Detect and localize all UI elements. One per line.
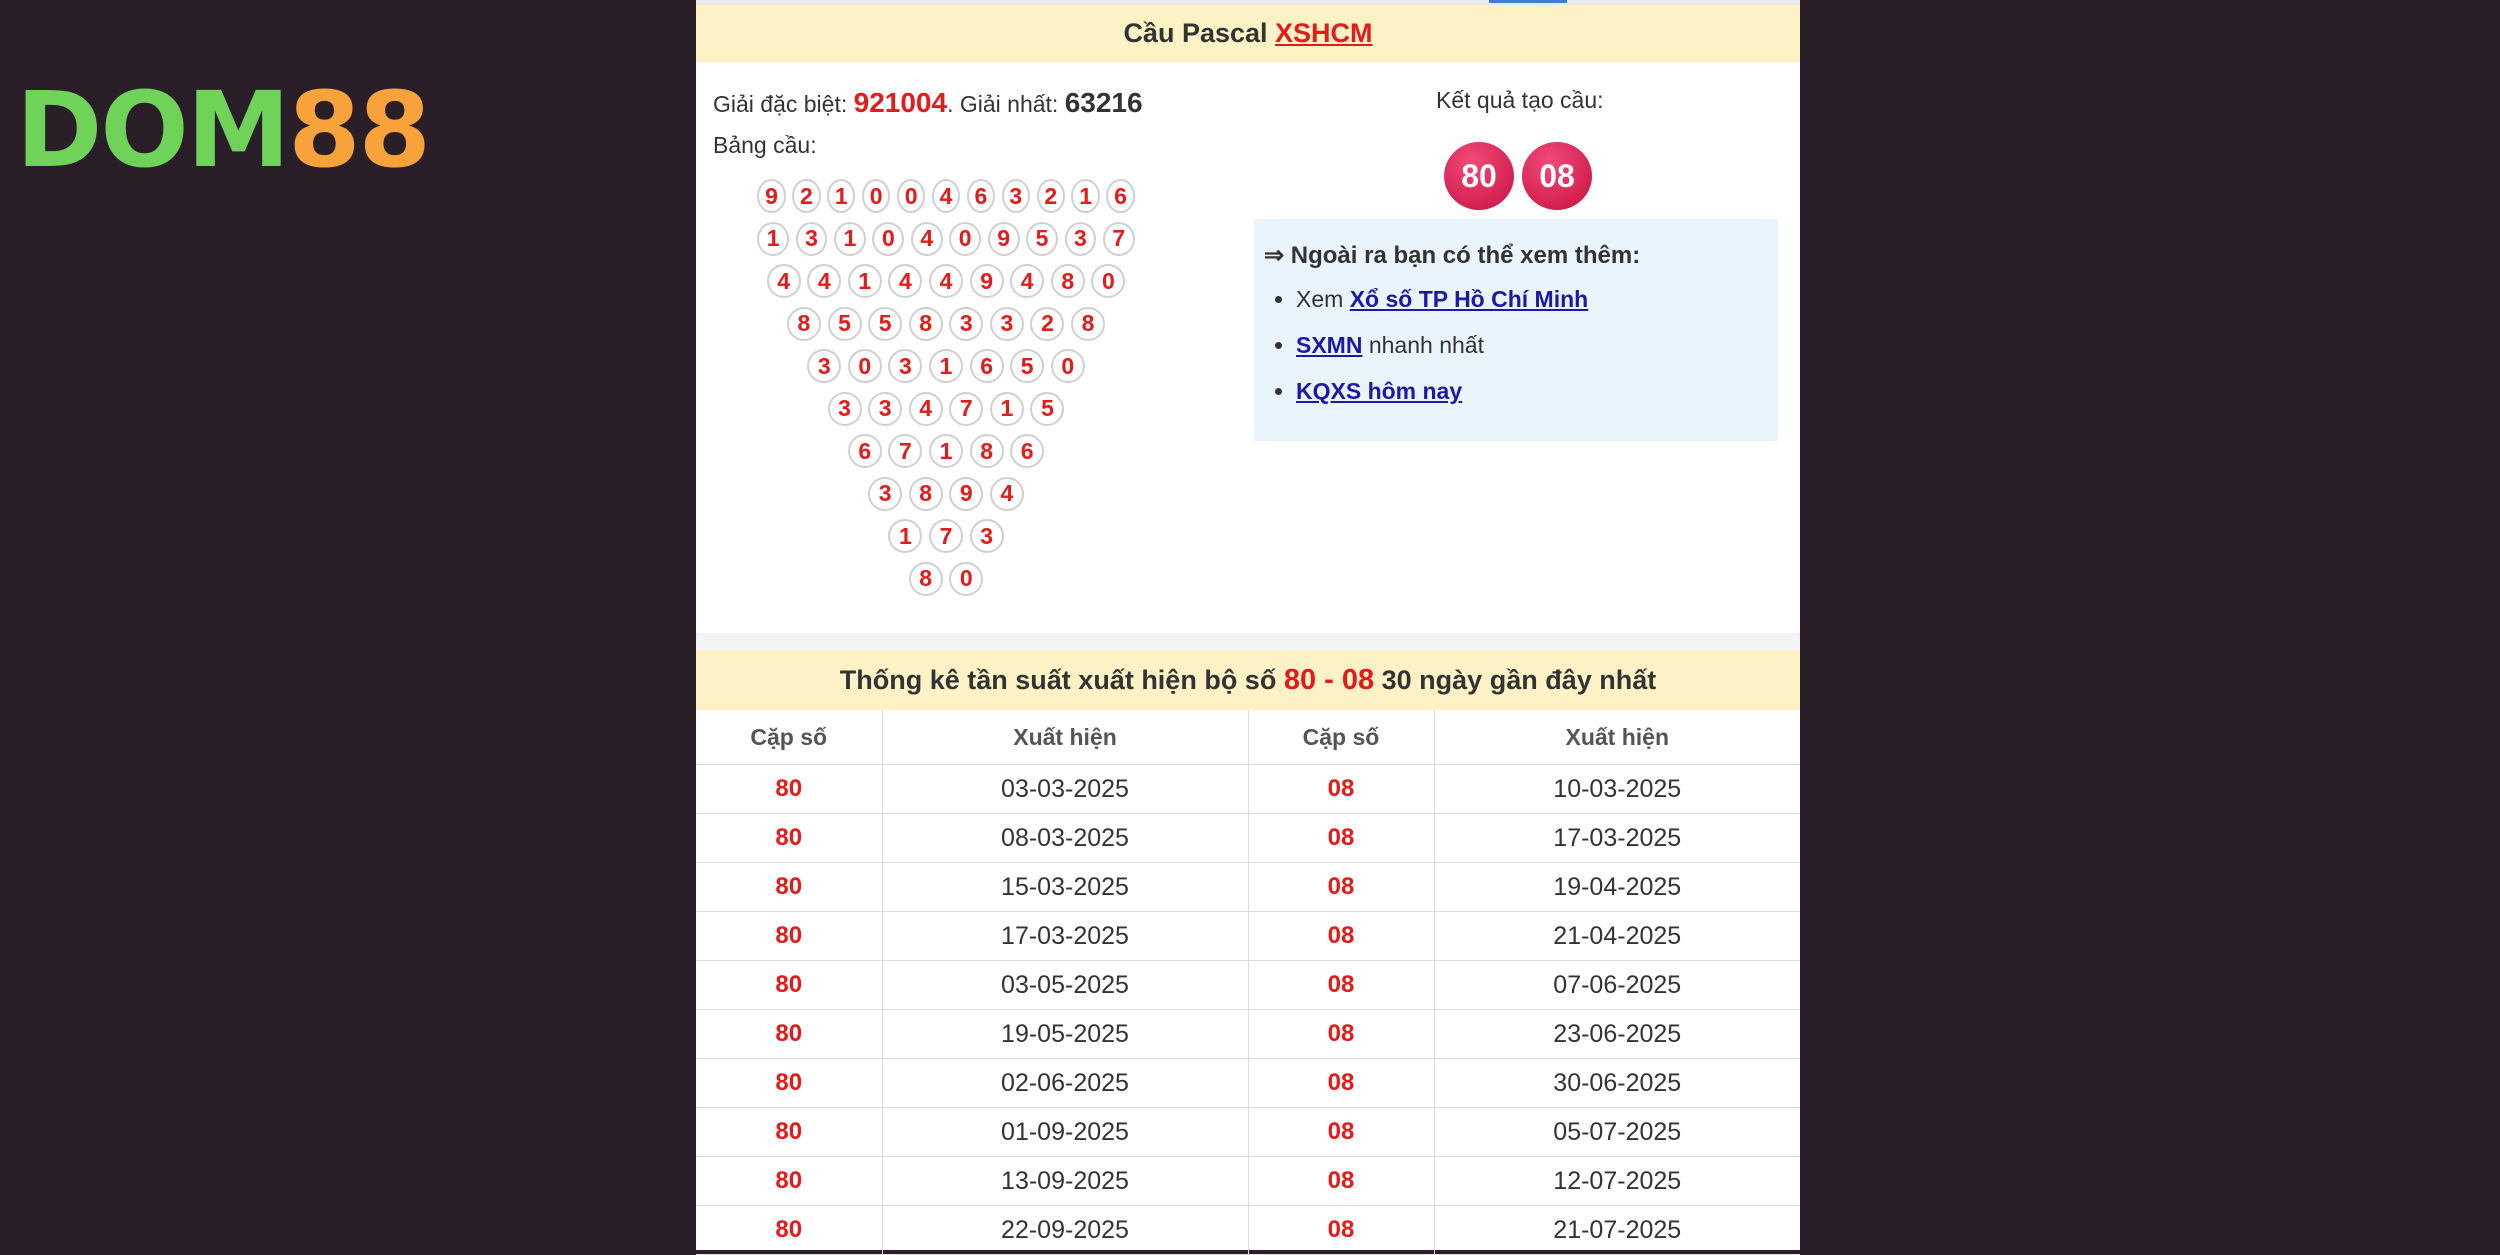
date-cell: 22-09-2025 [882,1206,1248,1255]
brand-logo[interactable] [16,69,429,191]
triangle-digit: 4 [807,264,841,298]
pair-cell: 80 [696,1010,882,1059]
date-cell: 12-07-2025 [1434,1157,1800,1206]
table-row [696,765,1800,814]
content-panel [696,0,1800,1250]
triangle-digit: 7 [888,434,922,468]
stats-title [696,650,1800,710]
triangle-digit: 1 [990,392,1024,426]
triangle-digit: 5 [1030,392,1064,426]
triangle-digit: 9 [757,179,785,213]
col-header-pair: Cặp số [1248,710,1434,765]
date-cell: 02-06-2025 [882,1059,1248,1108]
date-cell: 03-05-2025 [882,961,1248,1010]
logo-text-88: 88 [288,69,429,191]
pair-cell: 80 [696,1157,882,1206]
triangle-digit: 0 [862,179,890,213]
triangle-digit: 1 [1071,179,1099,213]
date-cell: 13-09-2025 [882,1157,1248,1206]
triangle-digit: 4 [929,264,963,298]
logo-text-dom: DOM [16,69,289,191]
pair-cell: 80 [696,814,882,863]
date-cell: 03-03-2025 [882,765,1248,814]
triangle-digit: 0 [848,349,882,383]
pascal-title [696,5,1800,62]
date-cell: 17-03-2025 [882,912,1248,961]
date-cell: 07-06-2025 [1434,961,1800,1010]
col-header-date: Xuất hiện [1434,710,1800,765]
table-row [696,863,1800,912]
triangle-row [754,519,1138,562]
triangle-digit: 9 [970,264,1004,298]
triangle-digit: 8 [1071,307,1105,341]
triangle-digit: 3 [868,392,902,426]
triangle-digit: 5 [1010,349,1044,383]
sxmn-link[interactable]: SXMN [1296,332,1363,358]
triangle-digit: 8 [787,307,821,341]
triangle-digit: 1 [929,434,963,468]
triangle-row [754,179,1138,222]
table-row [696,1108,1800,1157]
see-more-list [1264,286,1768,405]
date-cell: 19-05-2025 [882,1010,1248,1059]
triangle-digit: 5 [828,307,862,341]
stats-title-prefix: Thống kê tần suất xuất hiện bộ số [839,665,1284,695]
result-label: Kết quả tạo cầu: [1436,87,1604,113]
triangle-digit: 6 [1010,434,1044,468]
date-cell: 23-06-2025 [1434,1010,1800,1059]
date-cell: 17-03-2025 [1434,814,1800,863]
triangle-digit: 0 [872,222,904,256]
triangle-digit: 4 [1010,264,1044,298]
stats-title-suffix: 30 ngày gần đây nhất [1374,665,1657,695]
triangle-row [754,392,1138,435]
triangle-digit: 3 [888,349,922,383]
pascal-title-text: Cầu Pascal [1123,18,1276,48]
col-header-pair: Cặp số [696,710,882,765]
pair-cell: 80 [696,912,882,961]
table-row [696,1059,1800,1108]
see-more-title: ⇒ Ngoài ra bạn có thể xem thêm: [1264,242,1641,269]
triangle-digit: 6 [1106,179,1134,213]
table-row [696,1010,1800,1059]
triangle-digit: 2 [792,179,820,213]
triangle-row [754,349,1138,392]
date-cell: 05-07-2025 [1434,1108,1800,1157]
pair-cell: 08 [1248,814,1434,863]
result-ball: 80 [1444,142,1514,210]
triangle-digit: 8 [970,434,1004,468]
pair-a: 80 [1283,664,1317,696]
pair-cell: 08 [1248,863,1434,912]
triangle-digit: 5 [868,307,902,341]
date-cell: 15-03-2025 [882,863,1248,912]
list-item [1296,286,1768,313]
table-row [696,961,1800,1010]
triangle-digit: 4 [990,477,1024,511]
triangle-digit: 7 [949,392,983,426]
triangle-digit: 8 [1051,264,1085,298]
triangle-digit: 7 [929,519,963,553]
first-prize-label: . Giải nhất: [947,91,1065,117]
triangle-row [754,264,1138,307]
see-more-box [1254,219,1778,441]
col-header-date: Xuất hiện [882,710,1248,765]
date-cell: 21-07-2025 [1434,1206,1800,1255]
triangle-digit: 8 [909,307,943,341]
stats-card [696,650,1800,1250]
pair-cell: 08 [1248,765,1434,814]
item-prefix: Xem [1296,286,1350,312]
triangle-digit: 0 [949,562,983,596]
triangle-digit: 3 [1002,179,1030,213]
triangle-row [754,222,1138,265]
triangle-digit: 1 [848,264,882,298]
pair-cell: 80 [696,1206,882,1255]
pair-cell: 08 [1248,1108,1434,1157]
date-cell: 08-03-2025 [882,814,1248,863]
date-cell: 10-03-2025 [1434,765,1800,814]
triangle-digit: 6 [967,179,995,213]
pascal-card [696,5,1800,633]
triangle-digit: 3 [949,307,983,341]
kqxs-today-link[interactable]: KQXS hôm nay [1296,378,1463,404]
triangle-digit: 3 [1065,222,1097,256]
pair-cell: 80 [696,1108,882,1157]
triangle-digit: 4 [932,179,960,213]
pair-cell: 08 [1248,1157,1434,1206]
list-item [1296,332,1768,359]
triangle-digit: 3 [868,477,902,511]
xoso-hcm-link[interactable]: Xổ số TP Hồ Chí Minh [1349,286,1589,312]
triangle-digit: 0 [897,179,925,213]
triangle-digit: 3 [796,222,828,256]
triangle-digit: 4 [909,392,943,426]
table-label: Bảng cầu: [713,132,817,158]
date-cell: 30-06-2025 [1434,1059,1800,1108]
triangle-digit: 4 [888,264,922,298]
triangle-digit: 3 [990,307,1024,341]
pair-cell: 08 [1248,961,1434,1010]
special-prize-label: Giải đặc biệt: [713,91,854,117]
triangle-digit: 9 [988,222,1020,256]
triangle-digit: 0 [949,222,981,256]
pair-cell: 08 [1248,912,1434,961]
pair-sep: - [1316,664,1342,696]
result-ball: 08 [1522,142,1592,210]
triangle-digit: 8 [909,477,943,511]
triangle-digit: 8 [909,562,943,596]
pair-b: 08 [1341,664,1375,696]
triangle-digit: 9 [949,477,983,511]
prize-line [713,87,1143,119]
triangle-digit: 1 [888,519,922,553]
triangle-digit: 2 [1037,179,1065,213]
table-row [696,912,1800,961]
triangle-digit: 4 [767,264,801,298]
triangle-digit: 6 [970,349,1004,383]
stats-table [696,710,1800,1255]
list-item [1296,378,1768,405]
pair-cell: 80 [696,863,882,912]
table-row [696,1157,1800,1206]
triangle-row [754,562,1138,605]
pair-cell: 80 [696,1059,882,1108]
triangle-digit: 0 [1051,349,1085,383]
triangle-digit: 1 [757,222,789,256]
xshcm-link[interactable]: XSHCM [1275,18,1373,48]
triangle-digit: 1 [827,179,855,213]
pair-cell: 80 [696,765,882,814]
table-row [696,814,1800,863]
item-suffix: nhanh nhất [1362,332,1484,358]
special-prize-value: 921004 [853,87,948,118]
pair-cell: 08 [1248,1206,1434,1255]
triangle-digit: 3 [970,519,1004,553]
triangle-digit: 3 [807,349,841,383]
triangle-digit: 2 [1030,307,1064,341]
date-cell: 01-09-2025 [882,1108,1248,1157]
triangle-digit: 1 [929,349,963,383]
pair-cell: 80 [696,961,882,1010]
triangle-digit: 7 [1103,222,1135,256]
pair-cell: 08 [1248,1059,1434,1108]
top-tab-indicator [1489,0,1567,3]
triangle-row [754,477,1138,520]
triangle-digit: 3 [828,392,862,426]
pair-cell: 08 [1248,1010,1434,1059]
triangle-digit: 1 [834,222,866,256]
date-cell: 21-04-2025 [1434,912,1800,961]
table-header-row [696,710,1800,765]
date-cell: 19-04-2025 [1434,863,1800,912]
table-row [696,1206,1800,1255]
triangle-digit: 0 [1091,264,1125,298]
first-prize-value: 63216 [1064,87,1143,118]
triangle-row [754,434,1138,477]
triangle-digit: 6 [848,434,882,468]
triangle-digit: 4 [911,222,943,256]
pascal-triangle [754,179,1138,604]
triangle-row [754,307,1138,350]
triangle-digit: 5 [1026,222,1058,256]
